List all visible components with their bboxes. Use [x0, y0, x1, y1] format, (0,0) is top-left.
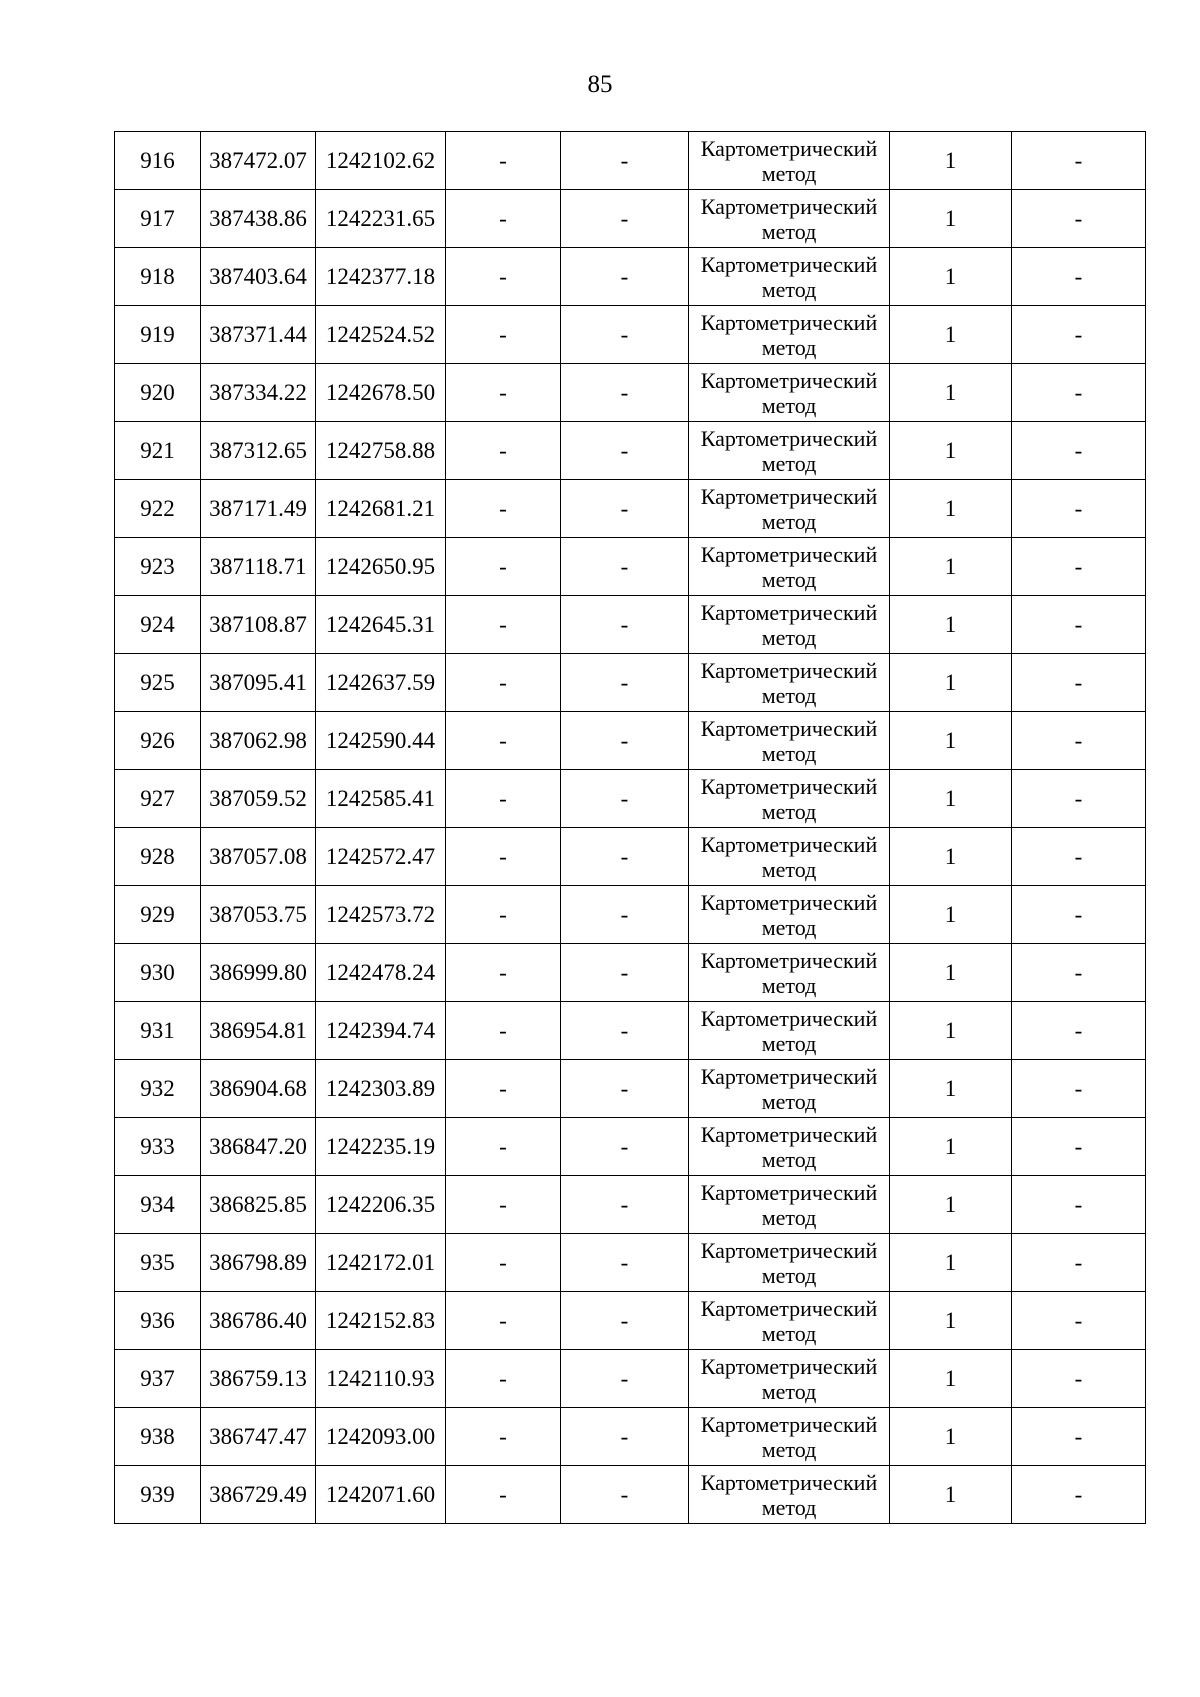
- column-4-cell: -: [446, 654, 561, 712]
- method-line-1: Картометрический: [700, 541, 878, 567]
- page-number: 85: [587, 71, 613, 98]
- method-line-2: метод: [761, 1262, 817, 1288]
- point-number-cell: 931: [115, 1002, 201, 1060]
- column-5-cell: -: [561, 364, 689, 422]
- column-8-cell: -: [1012, 190, 1146, 248]
- column-4-cell: -: [446, 1118, 561, 1176]
- method-line-1: Картометрический: [700, 1063, 878, 1089]
- method-cell: [689, 248, 890, 306]
- point-number-cell: 926: [115, 712, 201, 770]
- coordinate-x-cell: 386999.80: [201, 944, 316, 1002]
- column-4-cell: -: [446, 1176, 561, 1234]
- table-row: [115, 1350, 1146, 1408]
- column-4-cell: -: [446, 306, 561, 364]
- method-line-2: метод: [761, 1088, 817, 1114]
- method-cell: [689, 654, 890, 712]
- coordinate-x-cell: 386729.49: [201, 1466, 316, 1524]
- column-8-cell: -: [1012, 596, 1146, 654]
- column-4-cell: -: [446, 1060, 561, 1118]
- table-row: [115, 190, 1146, 248]
- column-7-cell: 1: [890, 1292, 1012, 1350]
- method-cell: [689, 1002, 890, 1060]
- method-line-2: метод: [761, 856, 817, 882]
- method-cell: [689, 422, 890, 480]
- point-number-cell: 936: [115, 1292, 201, 1350]
- column-7-cell: 1: [890, 828, 1012, 886]
- column-7-cell: 1: [890, 306, 1012, 364]
- column-7-cell: 1: [890, 770, 1012, 828]
- column-7-cell: 1: [890, 1350, 1012, 1408]
- column-4-cell: -: [446, 596, 561, 654]
- method-cell: [689, 828, 890, 886]
- column-8-cell: -: [1012, 712, 1146, 770]
- column-4-cell: -: [446, 1350, 561, 1408]
- point-number-cell: 928: [115, 828, 201, 886]
- coordinate-x-cell: 386747.47: [201, 1408, 316, 1466]
- table-row: [115, 596, 1146, 654]
- table-row: [115, 1176, 1146, 1234]
- column-8-cell: -: [1012, 1176, 1146, 1234]
- coordinate-y-cell: 1242102.62: [316, 132, 446, 190]
- column-5-cell: -: [561, 654, 689, 712]
- column-4-cell: -: [446, 538, 561, 596]
- table-row: [115, 1292, 1146, 1350]
- method-cell: [689, 1234, 890, 1292]
- method-cell: [689, 1118, 890, 1176]
- column-7-cell: 1: [890, 1176, 1012, 1234]
- column-8-cell: -: [1012, 1408, 1146, 1466]
- method-line-2: метод: [761, 334, 817, 360]
- table-row: [115, 770, 1146, 828]
- point-number-cell: 923: [115, 538, 201, 596]
- method-line-2: метод: [761, 160, 817, 186]
- column-4-cell: -: [446, 1408, 561, 1466]
- column-4-cell: -: [446, 248, 561, 306]
- method-line-1: Картометрический: [700, 831, 878, 857]
- method-cell: [689, 944, 890, 1002]
- column-8-cell: -: [1012, 1466, 1146, 1524]
- column-7-cell: 1: [890, 538, 1012, 596]
- coordinate-x-cell: 387118.71: [201, 538, 316, 596]
- column-5-cell: -: [561, 828, 689, 886]
- table-row: [115, 1466, 1146, 1524]
- method-cell: [689, 480, 890, 538]
- coordinate-x-cell: 386798.89: [201, 1234, 316, 1292]
- column-8-cell: -: [1012, 1350, 1146, 1408]
- column-7-cell: 1: [890, 712, 1012, 770]
- column-5-cell: -: [561, 248, 689, 306]
- method-line-2: метод: [761, 740, 817, 766]
- column-5-cell: -: [561, 538, 689, 596]
- point-number-cell: 932: [115, 1060, 201, 1118]
- table-row: [115, 654, 1146, 712]
- column-5-cell: -: [561, 712, 689, 770]
- point-number-cell: 922: [115, 480, 201, 538]
- column-5-cell: -: [561, 1176, 689, 1234]
- column-5-cell: -: [561, 1466, 689, 1524]
- method-line-1: Картометрический: [700, 1237, 878, 1263]
- point-number-cell: 925: [115, 654, 201, 712]
- method-line-1: Картометрический: [700, 483, 878, 509]
- column-5-cell: -: [561, 132, 689, 190]
- point-number-cell: 935: [115, 1234, 201, 1292]
- coordinate-y-cell: 1242637.59: [316, 654, 446, 712]
- column-5-cell: -: [561, 190, 689, 248]
- column-8-cell: -: [1012, 770, 1146, 828]
- method-line-1: Картометрический: [700, 193, 878, 219]
- method-cell: [689, 1060, 890, 1118]
- coordinate-y-cell: 1242524.52: [316, 306, 446, 364]
- column-5-cell: -: [561, 1060, 689, 1118]
- coordinate-y-cell: 1242573.72: [316, 886, 446, 944]
- column-8-cell: -: [1012, 1292, 1146, 1350]
- coordinate-x-cell: 387053.75: [201, 886, 316, 944]
- column-7-cell: 1: [890, 190, 1012, 248]
- column-4-cell: -: [446, 190, 561, 248]
- column-4-cell: -: [446, 770, 561, 828]
- column-5-cell: -: [561, 1234, 689, 1292]
- method-line-2: метод: [761, 1378, 817, 1404]
- point-number-cell: 939: [115, 1466, 201, 1524]
- method-line-2: метод: [761, 566, 817, 592]
- method-cell: [689, 306, 890, 364]
- point-number-cell: 938: [115, 1408, 201, 1466]
- column-8-cell: -: [1012, 306, 1146, 364]
- table-row: [115, 828, 1146, 886]
- method-line-1: Картометрический: [700, 425, 878, 451]
- point-number-cell: 917: [115, 190, 201, 248]
- column-8-cell: -: [1012, 886, 1146, 944]
- coordinate-x-cell: 386759.13: [201, 1350, 316, 1408]
- coordinate-y-cell: 1242590.44: [316, 712, 446, 770]
- point-number-cell: 934: [115, 1176, 201, 1234]
- method-line-1: Картометрический: [700, 599, 878, 625]
- coordinate-y-cell: 1242758.88: [316, 422, 446, 480]
- coordinate-y-cell: 1242678.50: [316, 364, 446, 422]
- method-line-1: Картометрический: [700, 1411, 878, 1437]
- column-7-cell: 1: [890, 480, 1012, 538]
- method-line-2: метод: [761, 624, 817, 650]
- coordinate-y-cell: 1242645.31: [316, 596, 446, 654]
- column-7-cell: 1: [890, 1002, 1012, 1060]
- method-line-1: Картометрический: [700, 367, 878, 393]
- column-8-cell: -: [1012, 538, 1146, 596]
- coordinate-y-cell: 1242231.65: [316, 190, 446, 248]
- method-cell: [689, 1350, 890, 1408]
- coordinate-y-cell: 1242394.74: [316, 1002, 446, 1060]
- method-line-1: Картометрический: [700, 773, 878, 799]
- coordinate-y-cell: 1242377.18: [316, 248, 446, 306]
- point-number-cell: 929: [115, 886, 201, 944]
- coordinate-x-cell: 387371.44: [201, 306, 316, 364]
- column-5-cell: -: [561, 596, 689, 654]
- coordinate-y-cell: 1242206.35: [316, 1176, 446, 1234]
- column-8-cell: -: [1012, 1060, 1146, 1118]
- column-4-cell: -: [446, 1002, 561, 1060]
- coordinate-y-cell: 1242110.93: [316, 1350, 446, 1408]
- coordinate-y-cell: 1242071.60: [316, 1466, 446, 1524]
- table-row: [115, 1408, 1146, 1466]
- method-line-2: метод: [761, 508, 817, 534]
- column-8-cell: -: [1012, 944, 1146, 1002]
- column-7-cell: 1: [890, 132, 1012, 190]
- table-row: [115, 306, 1146, 364]
- point-number-cell: 937: [115, 1350, 201, 1408]
- table-row: [115, 944, 1146, 1002]
- point-number-cell: 916: [115, 132, 201, 190]
- column-8-cell: -: [1012, 132, 1146, 190]
- method-cell: [689, 1292, 890, 1350]
- coordinate-x-cell: 386904.68: [201, 1060, 316, 1118]
- point-number-cell: 933: [115, 1118, 201, 1176]
- coordinates-table: [114, 131, 1146, 1524]
- method-line-1: Картометрический: [700, 1005, 878, 1031]
- coordinate-x-cell: 386954.81: [201, 1002, 316, 1060]
- method-cell: [689, 1176, 890, 1234]
- column-7-cell: 1: [890, 886, 1012, 944]
- column-7-cell: 1: [890, 1408, 1012, 1466]
- column-7-cell: 1: [890, 654, 1012, 712]
- coordinate-x-cell: 387171.49: [201, 480, 316, 538]
- coordinate-y-cell: 1242585.41: [316, 770, 446, 828]
- column-8-cell: -: [1012, 654, 1146, 712]
- column-5-cell: -: [561, 944, 689, 1002]
- coordinate-x-cell: 386825.85: [201, 1176, 316, 1234]
- column-7-cell: 1: [890, 248, 1012, 306]
- table-row: [115, 1002, 1146, 1060]
- column-5-cell: -: [561, 1002, 689, 1060]
- method-line-2: метод: [761, 1204, 817, 1230]
- method-cell: [689, 1408, 890, 1466]
- method-line-2: метод: [761, 1146, 817, 1172]
- column-4-cell: -: [446, 132, 561, 190]
- coordinate-x-cell: 387334.22: [201, 364, 316, 422]
- column-7-cell: 1: [890, 1234, 1012, 1292]
- method-line-2: метод: [761, 1494, 817, 1520]
- method-line-1: Картометрический: [700, 947, 878, 973]
- coordinate-x-cell: 387095.41: [201, 654, 316, 712]
- method-line-1: Картометрический: [700, 135, 878, 161]
- column-8-cell: -: [1012, 1002, 1146, 1060]
- column-7-cell: 1: [890, 1466, 1012, 1524]
- coordinate-x-cell: 387108.87: [201, 596, 316, 654]
- coordinate-x-cell: 387312.65: [201, 422, 316, 480]
- coordinate-y-cell: 1242303.89: [316, 1060, 446, 1118]
- coordinate-y-cell: 1242572.47: [316, 828, 446, 886]
- coordinate-x-cell: 386786.40: [201, 1292, 316, 1350]
- method-cell: [689, 364, 890, 422]
- coordinate-y-cell: 1242093.00: [316, 1408, 446, 1466]
- coordinate-x-cell: 387403.64: [201, 248, 316, 306]
- column-5-cell: -: [561, 306, 689, 364]
- method-line-1: Картометрический: [700, 251, 878, 277]
- method-line-1: Картометрический: [700, 1353, 878, 1379]
- column-4-cell: -: [446, 364, 561, 422]
- method-cell: [689, 886, 890, 944]
- method-line-1: Картометрический: [700, 1469, 878, 1495]
- point-number-cell: 930: [115, 944, 201, 1002]
- column-5-cell: -: [561, 480, 689, 538]
- method-line-2: метод: [761, 1320, 817, 1346]
- column-5-cell: -: [561, 1350, 689, 1408]
- column-4-cell: -: [446, 422, 561, 480]
- point-number-cell: 924: [115, 596, 201, 654]
- column-8-cell: -: [1012, 248, 1146, 306]
- method-line-1: Картометрический: [700, 657, 878, 683]
- column-5-cell: -: [561, 770, 689, 828]
- column-7-cell: 1: [890, 1118, 1012, 1176]
- point-number-cell: 919: [115, 306, 201, 364]
- method-cell: [689, 596, 890, 654]
- coordinate-y-cell: 1242478.24: [316, 944, 446, 1002]
- method-line-1: Картометрический: [700, 1179, 878, 1205]
- table-row: [115, 1118, 1146, 1176]
- column-7-cell: 1: [890, 596, 1012, 654]
- table-row: [115, 712, 1146, 770]
- point-number-cell: 921: [115, 422, 201, 480]
- column-8-cell: -: [1012, 1234, 1146, 1292]
- table-row: [115, 248, 1146, 306]
- column-4-cell: -: [446, 1292, 561, 1350]
- point-number-cell: 920: [115, 364, 201, 422]
- method-line-2: метод: [761, 276, 817, 302]
- method-line-1: Картометрический: [700, 1295, 878, 1321]
- table-body: [115, 132, 1146, 1524]
- column-8-cell: -: [1012, 422, 1146, 480]
- coordinate-x-cell: 387472.07: [201, 132, 316, 190]
- coordinate-y-cell: 1242235.19: [316, 1118, 446, 1176]
- method-line-2: метод: [761, 392, 817, 418]
- coordinate-x-cell: 387059.52: [201, 770, 316, 828]
- method-line-2: метод: [761, 450, 817, 476]
- coordinate-y-cell: 1242650.95: [316, 538, 446, 596]
- column-4-cell: -: [446, 828, 561, 886]
- column-4-cell: -: [446, 480, 561, 538]
- column-7-cell: 1: [890, 1060, 1012, 1118]
- table-row: [115, 364, 1146, 422]
- coordinate-x-cell: 387057.08: [201, 828, 316, 886]
- column-7-cell: 1: [890, 422, 1012, 480]
- table-row: [115, 886, 1146, 944]
- method-line-1: Картометрический: [700, 715, 878, 741]
- table-row: [115, 422, 1146, 480]
- column-8-cell: -: [1012, 480, 1146, 538]
- coordinate-y-cell: 1242172.01: [316, 1234, 446, 1292]
- point-number-cell: 927: [115, 770, 201, 828]
- coordinate-x-cell: 386847.20: [201, 1118, 316, 1176]
- column-5-cell: -: [561, 1118, 689, 1176]
- method-cell: [689, 132, 890, 190]
- table-row: [115, 132, 1146, 190]
- table-row: [115, 480, 1146, 538]
- method-cell: [689, 538, 890, 596]
- method-cell: [689, 712, 890, 770]
- column-7-cell: 1: [890, 364, 1012, 422]
- coordinate-x-cell: 387062.98: [201, 712, 316, 770]
- method-line-2: метод: [761, 1030, 817, 1056]
- coordinate-y-cell: 1242681.21: [316, 480, 446, 538]
- column-4-cell: -: [446, 886, 561, 944]
- column-4-cell: -: [446, 944, 561, 1002]
- method-cell: [689, 190, 890, 248]
- method-cell: [689, 1466, 890, 1524]
- coordinate-x-cell: 387438.86: [201, 190, 316, 248]
- column-7-cell: 1: [890, 944, 1012, 1002]
- column-8-cell: -: [1012, 828, 1146, 886]
- method-line-2: метод: [761, 972, 817, 998]
- method-line-1: Картометрический: [700, 1121, 878, 1147]
- method-line-1: Картометрический: [700, 309, 878, 335]
- point-number-cell: 918: [115, 248, 201, 306]
- table-row: [115, 538, 1146, 596]
- column-5-cell: -: [561, 422, 689, 480]
- method-line-2: метод: [761, 798, 817, 824]
- column-5-cell: -: [561, 886, 689, 944]
- column-8-cell: -: [1012, 364, 1146, 422]
- method-line-1: Картометрический: [700, 889, 878, 915]
- column-5-cell: -: [561, 1408, 689, 1466]
- table-row: [115, 1060, 1146, 1118]
- method-line-2: метод: [761, 914, 817, 940]
- table-row: [115, 1234, 1146, 1292]
- method-cell: [689, 770, 890, 828]
- column-4-cell: -: [446, 712, 561, 770]
- column-5-cell: -: [561, 1292, 689, 1350]
- method-line-2: метод: [761, 1436, 817, 1462]
- coordinate-y-cell: 1242152.83: [316, 1292, 446, 1350]
- column-4-cell: -: [446, 1466, 561, 1524]
- method-line-2: метод: [761, 218, 817, 244]
- method-line-2: метод: [761, 682, 817, 708]
- column-8-cell: -: [1012, 1118, 1146, 1176]
- column-4-cell: -: [446, 1234, 561, 1292]
